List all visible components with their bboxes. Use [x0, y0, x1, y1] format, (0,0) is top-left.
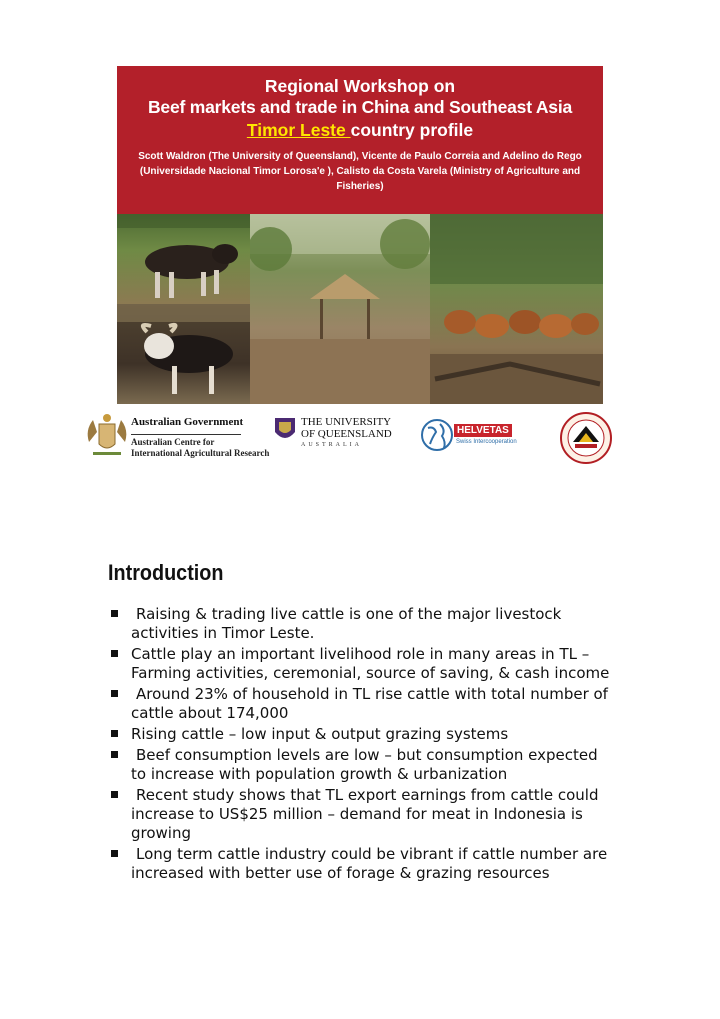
bullet-text: Around 23% of household in TL rise cattle with total number of [136, 685, 608, 703]
bullet-item [110, 786, 650, 844]
bullet-text: increased with better use of forage & grazing resources [131, 864, 550, 883]
bullet-text: Beef consumption levels are low – but consumption expected [136, 745, 598, 764]
bullet-text: Rising cattle – low input & output grazing systems [131, 725, 509, 743]
bullet-text: cattle about 174,000 [131, 704, 289, 723]
photo-hut-landscape [250, 214, 430, 404]
authors [125, 149, 595, 194]
square-bullet-icon [111, 791, 118, 798]
photo-cattle-herd [430, 214, 603, 404]
bullet-text: to increase with population growth & urbanization [131, 765, 508, 783]
square-bullet-icon [111, 751, 118, 758]
uq-label-3: AUSTRALIA [301, 442, 362, 448]
ministry-seal-icon [555, 412, 617, 464]
bullet-item [110, 605, 650, 643]
uq-label-2: OF QUEENSLAND [301, 428, 392, 440]
bullet-item [110, 685, 650, 723]
profile-label: country profile [350, 120, 474, 140]
bullet-text: Farming activities, ceremonial, source of saving, & cash income [131, 664, 610, 683]
authors-line3: Fisheries) [336, 181, 384, 192]
introduction-bullet-list [110, 605, 650, 885]
uq-logo [273, 414, 403, 454]
authors-line2: (Universidade Nacional Timor Lorosa'e ), Calisto da Costa Varela (Ministry of Agriculture and [139, 166, 581, 177]
bullet-text: Cattle play an important livelihood role in many areas in TL – [131, 645, 590, 663]
uq-crest-icon [273, 416, 297, 444]
aciar-logo [83, 410, 270, 465]
ministry-seal [555, 412, 617, 464]
bullet-text: Long term cattle industry could be vibrant if cattle number are [136, 845, 608, 863]
bullet-item [110, 845, 650, 883]
photo-collage [117, 214, 603, 404]
square-bullet-icon [111, 650, 118, 657]
bullet-text: Raising & trading live cattle is one of the major livestock [136, 605, 562, 623]
workshop-title-line1: Regional Workshop on [264, 76, 456, 96]
helvetas-sublabel: Swiss Intercooperation [456, 439, 517, 445]
photo-penned-bull [117, 304, 250, 404]
country-profile-heading [117, 118, 603, 142]
square-bullet-icon [111, 610, 118, 617]
helvetas-label: HELVETAS [454, 424, 512, 437]
photo-cattle-grazing [117, 214, 250, 304]
square-bullet-icon [111, 850, 118, 857]
authors-line1: Scott Waldron (The University of Queensland), Vicente de Paulo Correia and Adelino do Rego [138, 151, 582, 162]
bullet-item [110, 725, 650, 744]
bullet-item [110, 746, 650, 784]
coat-of-arms-icon [83, 412, 131, 462]
workshop-title-line2: Beef markets and trade in China and Southeast Asia [147, 97, 573, 117]
square-bullet-icon [111, 690, 118, 697]
uq-label-1: THE UNIVERSITY [301, 416, 392, 428]
bullet-text: increase to US$25 million – demand for meat in Indonesia is [131, 805, 583, 823]
introduction-heading: Introduction [108, 560, 224, 585]
bullet-item [110, 645, 650, 683]
bullet-text: growing [131, 824, 191, 843]
square-bullet-icon [111, 730, 118, 737]
bullet-text: activities in Timor Leste. [131, 624, 315, 643]
globe-icon [420, 418, 454, 452]
title-banner [117, 66, 603, 214]
aciar-label-1: Australian Centre for [131, 437, 215, 447]
partner-logos [80, 410, 640, 470]
aciar-label-2: International Agricultural Research [131, 448, 270, 458]
country-name: Timor Leste [246, 120, 351, 140]
bullet-text: Recent study shows that TL export earnings from cattle could [136, 785, 599, 804]
aus-gov-label: Australian Government [131, 416, 244, 428]
helvetas-logo [420, 416, 520, 456]
